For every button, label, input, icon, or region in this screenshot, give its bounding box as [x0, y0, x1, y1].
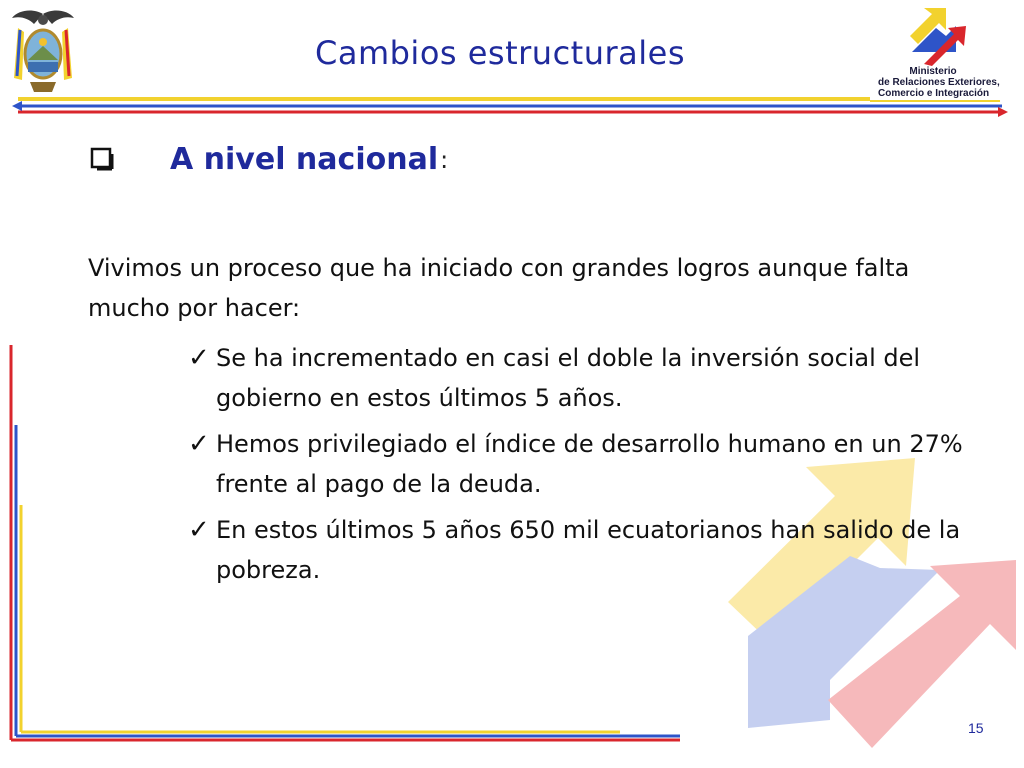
ministry-line-2: de Relaciones Exteriores, [878, 77, 1000, 88]
bullet-text: Se ha incrementado en casi el doble la inversión social del gobierno en estos últimos 5 años. [216, 344, 921, 412]
intro-paragraph: Vivimos un proceso que ha iniciado con grandes logros aunque falta mucho por hacer: [88, 254, 910, 322]
list-item [188, 424, 988, 504]
checkmark-icon: ✓ [188, 429, 210, 459]
slide-title: Cambios estructurales [314, 34, 686, 72]
ministry-line-3: Comercio e Integración [878, 88, 990, 99]
page-number: 15 [968, 720, 984, 736]
bullet-text: Hemos privilegiado el índice de desarrollo humano en un 27% frente al pago de la deuda. [216, 430, 963, 498]
section-heading [90, 142, 448, 177]
heading-text: A nivel nacional [170, 142, 439, 177]
heading-colon: : [440, 145, 449, 174]
list-item [188, 510, 988, 590]
bullet-text: En estos últimos 5 años 650 mil ecuatorianos han salido de la pobreza. [216, 516, 961, 584]
list-item [188, 338, 988, 418]
checkmark-icon: ✓ [188, 343, 210, 373]
ministry-line-1: Ministerio [909, 66, 957, 77]
checkbox-bullet-icon [90, 147, 116, 173]
checkmark-icon: ✓ [188, 515, 210, 545]
bullet-list [188, 338, 988, 596]
